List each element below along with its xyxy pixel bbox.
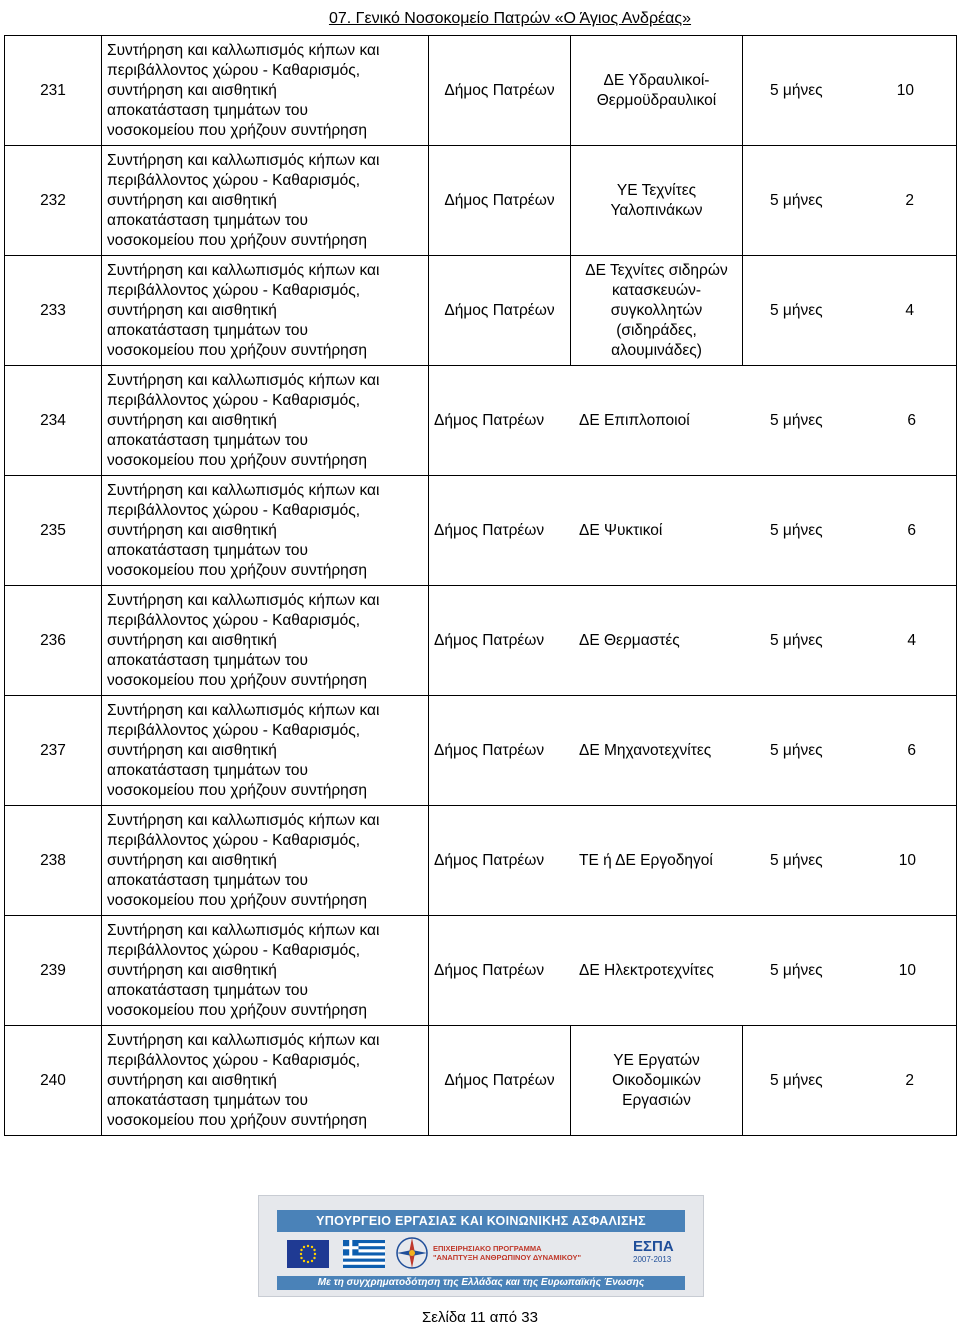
description-line: συντήρηση και αισθητική — [107, 1071, 277, 1089]
specialty-line: κατασκευών- — [611, 281, 702, 299]
specialty: ΔΕ Μηχανοτεχνίτες — [579, 741, 712, 759]
row-number: 232 — [5, 146, 102, 256]
description-line: περιβάλλοντος χώρου - Καθαρισμός, — [107, 61, 361, 79]
table-row — [5, 146, 957, 256]
specialty: ΔΕ Θερμαστές — [579, 631, 680, 649]
eu-flag-icon — [287, 1240, 329, 1268]
description-line: Συντήρηση και καλλωπισμός κήπων και — [107, 151, 380, 169]
positions-count: 4 — [905, 301, 914, 319]
description-line: αποκατάσταση τμημάτων του — [107, 981, 308, 999]
specialty: ΤΕ ή ΔΕ Εργοδηγοί — [579, 851, 713, 869]
municipality: Δήμος Πατρέων — [434, 961, 545, 979]
work-description — [102, 366, 429, 476]
description-line: νοσοκομείου που χρήζουν συντήρηση — [107, 1111, 367, 1129]
duration: 5 μήνες — [770, 411, 823, 429]
positions-count: 6 — [907, 521, 916, 539]
table-row — [5, 476, 957, 586]
greek-flag-icon — [343, 1240, 385, 1268]
specialty: ΔΕ Ψυκτικοί — [579, 521, 663, 539]
specialty-line: συγκολλητών — [610, 301, 703, 319]
row-number: 238 — [5, 806, 102, 916]
page-title: 07. Γενικό Νοσοκομείο Πατρών «Ο Άγιος Ανδρέας» — [328, 10, 692, 27]
specialty-line: αλουμινάδες) — [611, 341, 702, 359]
municipality: Δήμος Πατρέων — [434, 631, 545, 649]
program-compass-icon — [395, 1236, 429, 1270]
description-line: Συντήρηση και καλλωπισμός κήπων και — [107, 41, 380, 59]
duration: 5 μήνες — [770, 1071, 823, 1089]
table-row — [5, 1026, 957, 1136]
ministry-banner — [258, 1195, 704, 1297]
description-line: συντήρηση και αισθητική — [107, 521, 277, 539]
specialty-line: Οικοδομικών — [612, 1071, 701, 1089]
description-line: Συντήρηση και καλλωπισμός κήπων και — [107, 1031, 380, 1049]
description-line: Συντήρηση και καλλωπισμός κήπων και — [107, 701, 380, 719]
specialty: ΔΕ Επιπλοποιοί — [579, 411, 690, 429]
table-row — [5, 36, 957, 146]
description-line: νοσοκομείου που χρήζουν συντήρηση — [107, 561, 367, 579]
duration-count — [743, 36, 957, 146]
duration-count — [743, 146, 957, 256]
municipality: Δήμος Πατρέων — [434, 411, 545, 429]
work-description — [102, 146, 429, 256]
municipality: Δήμος Πατρέων — [434, 851, 545, 869]
municipality: Δήμος Πατρέων — [429, 146, 571, 256]
table-row — [5, 586, 957, 696]
positions-count: 6 — [907, 411, 916, 429]
work-description — [102, 256, 429, 366]
description-line: συντήρηση και αισθητική — [107, 191, 277, 209]
description-line: Συντήρηση και καλλωπισμός κήπων και — [107, 261, 380, 279]
row-number: 233 — [5, 256, 102, 366]
espa-logo — [633, 1238, 681, 1270]
position-details — [429, 916, 957, 1026]
municipality: Δήμος Πατρέων — [429, 256, 571, 366]
table-row — [5, 366, 957, 476]
position-details — [429, 366, 957, 476]
positions-count: 10 — [898, 851, 916, 869]
table-row — [5, 696, 957, 806]
description-line: περιβάλλοντος χώρου - Καθαρισμός, — [107, 721, 361, 739]
description-line: νοσοκομείου που χρήζουν συντήρηση — [107, 451, 367, 469]
description-line: νοσοκομείου που χρήζουν συντήρηση — [107, 1001, 367, 1019]
table-row — [5, 806, 957, 916]
specialty-line: Υαλοπινάκων — [610, 201, 703, 219]
positions-count: 2 — [905, 1071, 914, 1089]
description-line: συντήρηση και αισθητική — [107, 851, 277, 869]
row-number: 235 — [5, 476, 102, 586]
description-line: συντήρηση και αισθητική — [107, 741, 277, 759]
specialty-line: ΔΕ Τεχνίτες σιδηρών — [585, 261, 728, 279]
banner-logos — [277, 1236, 685, 1272]
duration: 5 μήνες — [770, 81, 823, 99]
specialty — [571, 36, 743, 146]
description-line: περιβάλλοντος χώρου - Καθαρισμός, — [107, 171, 361, 189]
duration: 5 μήνες — [770, 521, 823, 539]
positions-count: 2 — [905, 191, 914, 209]
description-line: αποκατάσταση τμημάτων του — [107, 761, 308, 779]
duration-count — [743, 1026, 957, 1136]
row-number: 240 — [5, 1026, 102, 1136]
cofinance-note: Με τη συγχρηματοδότηση της Ελλάδας και της Ευρωπαϊκής Ένωσης — [277, 1276, 685, 1290]
row-number: 234 — [5, 366, 102, 476]
description-line: Συντήρηση και καλλωπισμός κήπων και — [107, 371, 380, 389]
table-row — [5, 256, 957, 366]
description-line: νοσοκομείου που χρήζουν συντήρηση — [107, 341, 367, 359]
description-line: Συντήρηση και καλλωπισμός κήπων και — [107, 811, 380, 829]
description-line: Συντήρηση και καλλωπισμός κήπων και — [107, 481, 380, 499]
work-description — [102, 586, 429, 696]
position-details — [429, 806, 957, 916]
description-line: νοσοκομείου που χρήζουν συντήρηση — [107, 671, 367, 689]
positions-count: 10 — [896, 81, 914, 99]
row-number: 231 — [5, 36, 102, 146]
duration: 5 μήνες — [770, 631, 823, 649]
description-line: νοσοκομείου που χρήζουν συντήρηση — [107, 121, 367, 139]
page-number: Σελίδα 11 από 33 — [422, 1309, 538, 1326]
work-description — [102, 696, 429, 806]
work-description — [102, 806, 429, 916]
specialty-line: ΥΕ Τεχνίτες — [616, 181, 697, 199]
description-line: αποκατάσταση τμημάτων του — [107, 211, 308, 229]
position-details — [429, 586, 957, 696]
work-description — [102, 476, 429, 586]
position-details — [429, 476, 957, 586]
description-line: αποκατάσταση τμημάτων του — [107, 321, 308, 339]
positions-count: 10 — [898, 961, 916, 979]
description-line: περιβάλλοντος χώρου - Καθαρισμός, — [107, 391, 361, 409]
espa-years: 2007-2013 — [633, 1255, 672, 1264]
description-line: περιβάλλοντος χώρου - Καθαρισμός, — [107, 1051, 361, 1069]
specialty-line: ΔΕ Υδραυλικοί- — [603, 71, 710, 89]
work-description — [102, 916, 429, 1026]
duration: 5 μήνες — [770, 741, 823, 759]
municipality: Δήμος Πατρέων — [434, 741, 545, 759]
description-line: Συντήρηση και καλλωπισμός κήπων και — [107, 921, 380, 939]
description-line: περιβάλλοντος χώρου - Καθαρισμός, — [107, 831, 361, 849]
table-row — [5, 916, 957, 1026]
description-line: αποκατάσταση τμημάτων του — [107, 431, 308, 449]
description-line: περιβάλλοντος χώρου - Καθαρισμός, — [107, 281, 361, 299]
description-line: νοσοκομείου που χρήζουν συντήρηση — [107, 231, 367, 249]
positions-count: 4 — [907, 631, 916, 649]
specialty-line: (σιδηράδες, — [616, 321, 697, 339]
specialty-line: ΥΕ Εργατών — [613, 1051, 700, 1069]
row-number: 236 — [5, 586, 102, 696]
specialty-line: Θερμοϋδραυλικοί — [596, 91, 717, 109]
municipality: Δήμος Πατρέων — [429, 1026, 571, 1136]
duration: 5 μήνες — [770, 961, 823, 979]
banner-title: ΥΠΟΥΡΓΕΙΟ ΕΡΓΑΣΙΑΣ ΚΑΙ ΚΟΙΝΩΝΙΚΗΣ ΑΣΦΑΛΙΣΗΣ — [277, 1210, 685, 1232]
description-line: αποκατάσταση τμημάτων του — [107, 101, 308, 119]
duration: 5 μήνες — [770, 851, 823, 869]
description-line: συντήρηση και αισθητική — [107, 301, 277, 319]
program-line2: "ΑΝΑΠΤΥΞΗ ΑΝΘΡΩΠΙΝΟΥ ΔΥΝΑΜΙΚΟΥ" — [433, 1253, 582, 1262]
positions-count: 6 — [907, 741, 916, 759]
work-description — [102, 1026, 429, 1136]
description-line: νοσοκομείου που χρήζουν συντήρηση — [107, 891, 367, 909]
description-line: αποκατάσταση τμημάτων του — [107, 871, 308, 889]
description-line: αποκατάσταση τμημάτων του — [107, 651, 308, 669]
row-number: 239 — [5, 916, 102, 1026]
specialty — [571, 146, 743, 256]
description-line: περιβάλλοντος χώρου - Καθαρισμός, — [107, 941, 361, 959]
specialty — [571, 256, 743, 366]
description-line: συντήρηση και αισθητική — [107, 631, 277, 649]
program-line1: ΕΠΙΧΕΙΡΗΣΙΑΚΟ ΠΡΟΓΡΑΜΜΑ — [433, 1244, 542, 1253]
description-line: συντήρηση και αισθητική — [107, 81, 277, 99]
position-details — [429, 696, 957, 806]
description-line: συντήρηση και αισθητική — [107, 961, 277, 979]
municipality: Δήμος Πατρέων — [434, 521, 545, 539]
description-line: συντήρηση και αισθητική — [107, 411, 277, 429]
work-description — [102, 36, 429, 146]
description-line: νοσοκομείου που χρήζουν συντήρηση — [107, 781, 367, 799]
specialty-line: Εργασιών — [622, 1091, 691, 1109]
municipality: Δήμος Πατρέων — [429, 36, 571, 146]
duration: 5 μήνες — [770, 301, 823, 319]
row-number: 237 — [5, 696, 102, 806]
espa-label: ΕΣΠΑ — [633, 1238, 674, 1255]
description-line: περιβάλλοντος χώρου - Καθαρισμός, — [107, 611, 361, 629]
duration: 5 μήνες — [770, 191, 823, 209]
description-line: αποκατάσταση τμημάτων του — [107, 1091, 308, 1109]
description-line: αποκατάσταση τμημάτων του — [107, 541, 308, 559]
program-text — [433, 1244, 581, 1262]
duration-count — [743, 256, 957, 366]
positions-table — [4, 35, 957, 1136]
description-line: περιβάλλοντος χώρου - Καθαρισμός, — [107, 501, 361, 519]
specialty — [571, 1026, 743, 1136]
description-line: Συντήρηση και καλλωπισμός κήπων και — [107, 591, 380, 609]
specialty: ΔΕ Ηλεκτροτεχνίτες — [579, 961, 714, 979]
